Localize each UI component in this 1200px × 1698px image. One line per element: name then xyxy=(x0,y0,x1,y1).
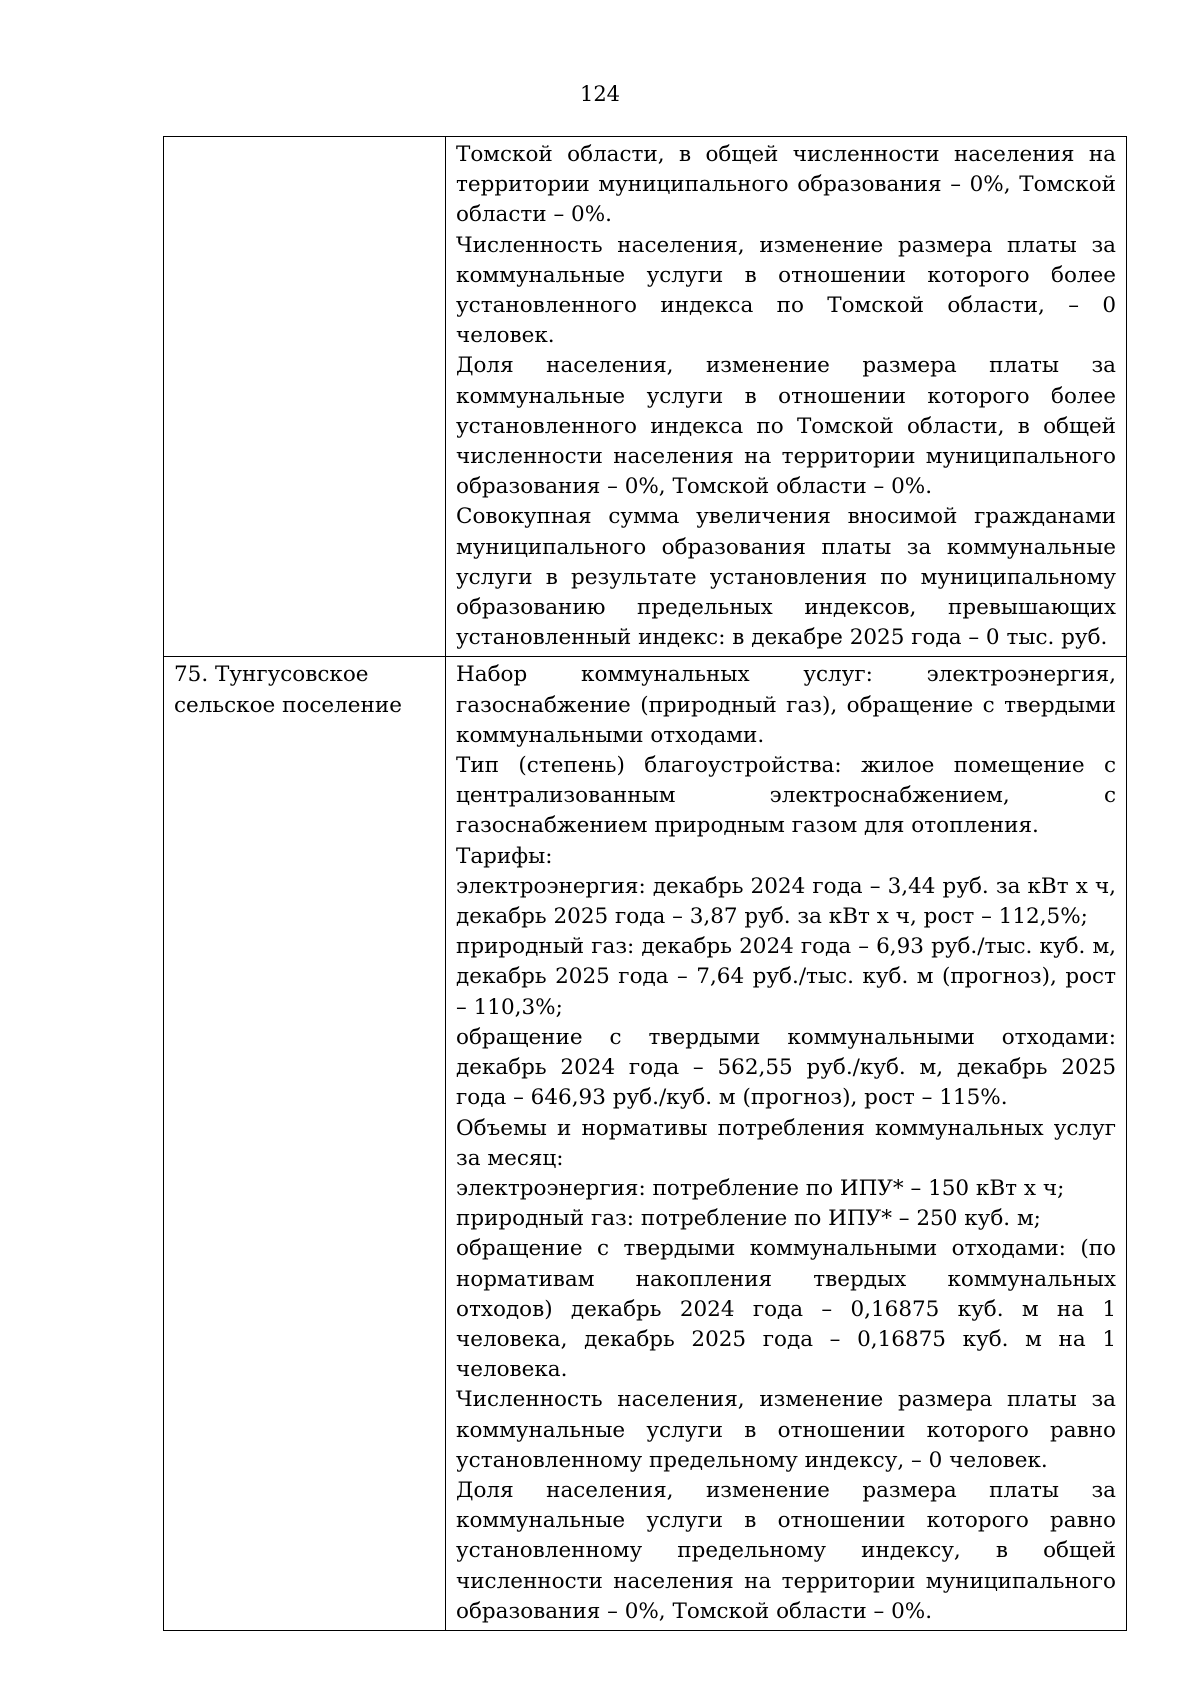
paragraph: обращение с твердыми коммунальными отходами: декабрь 2024 года – 562,55 руб./куб. м, декабрь 2025 года – 646,93 руб./куб. м (прогноз), рост – 115%. xyxy=(456,1024,1116,1111)
paragraph: Доля населения, изменение размера платы за коммунальные услуги в отношении которого более установленного индекса по Томской области, в общей численности населения на территории муниципального образования – 0%, Томской области – 0%. xyxy=(456,353,1116,500)
indices-table xyxy=(163,136,1127,1631)
description-cell xyxy=(446,137,1127,657)
paragraph: Численность населения, изменение размера платы за коммунальные услуги в отношении которого равно установленному предельному индексу, – 0 человек. xyxy=(456,1387,1116,1473)
paragraph: Томской области, в общей численности населения на территории муниципального образования – 0%, Томской области – 0%. xyxy=(456,142,1116,228)
paragraph: Тип (степень) благоустройства: жилое помещение с централизованным электроснабжением, с газоснабжением природным газом для отопления. xyxy=(456,753,1116,839)
paragraph: электроэнергия: потребление по ИПУ* – 150 кВт х ч; xyxy=(456,1175,1065,1201)
municipality-cell xyxy=(164,657,446,1631)
paragraph: Совокупная сумма увеличения вносимой гражданами муниципального образования платы за коммунальные услуги в результате установления по муниципальному образованию предельных индексов, превышающих установленный индекс: в декабре 2025 года – 0 тыс. руб. xyxy=(456,504,1116,651)
paragraph: Численность населения, изменение размера платы за коммунальные услуги в отношении которого более установленного индекса по Томской области, – 0 человек. xyxy=(456,232,1116,349)
paragraph: электроэнергия: декабрь 2024 года – 3,44 руб. за кВт х ч, декабрь 2025 года – 3,87 руб. за кВт х ч, рост – 112,5%; xyxy=(456,873,1116,930)
paragraph: обращение с твердыми коммунальными отходами: (по нормативам накопления твердых коммунальных отходов) декабрь 2024 года – 0,16875 куб. м на 1 человека, декабрь 2025 года – 0,16875 куб. м на 1 человека. xyxy=(456,1236,1116,1383)
table-row xyxy=(164,137,1127,657)
municipality-name: 75. Тунгусовское сельское поселение xyxy=(174,662,402,718)
paragraph: Объемы и нормативы потребления коммунальных услуг за месяц: xyxy=(456,1115,1116,1171)
table-row xyxy=(164,657,1127,1631)
page-number: 124 xyxy=(579,82,621,106)
paragraph: природный газ: декабрь 2024 года – 6,93 руб./тыс. куб. м, декабрь 2025 года – 7,64 руб./тыс. куб. м (прогноз), рост – 110,3%; xyxy=(456,934,1116,1020)
paragraph: Тарифы: xyxy=(456,843,553,869)
paragraph: Доля населения, изменение размера платы за коммунальные услуги в отношении которого равно установленному предельному индексу, в общей численности населения на территории муниципального образования – 0%, Томской области – 0%. xyxy=(456,1477,1116,1624)
municipality-cell xyxy=(164,137,446,657)
paragraph: природный газ: потребление по ИПУ* – 250 куб. м; xyxy=(456,1206,1041,1232)
description-cell xyxy=(446,657,1127,1631)
paragraph: Набор коммунальных услуг: электроэнергия, газоснабжение (природный газ), обращение с твердыми коммунальными отходами. xyxy=(456,662,1116,748)
